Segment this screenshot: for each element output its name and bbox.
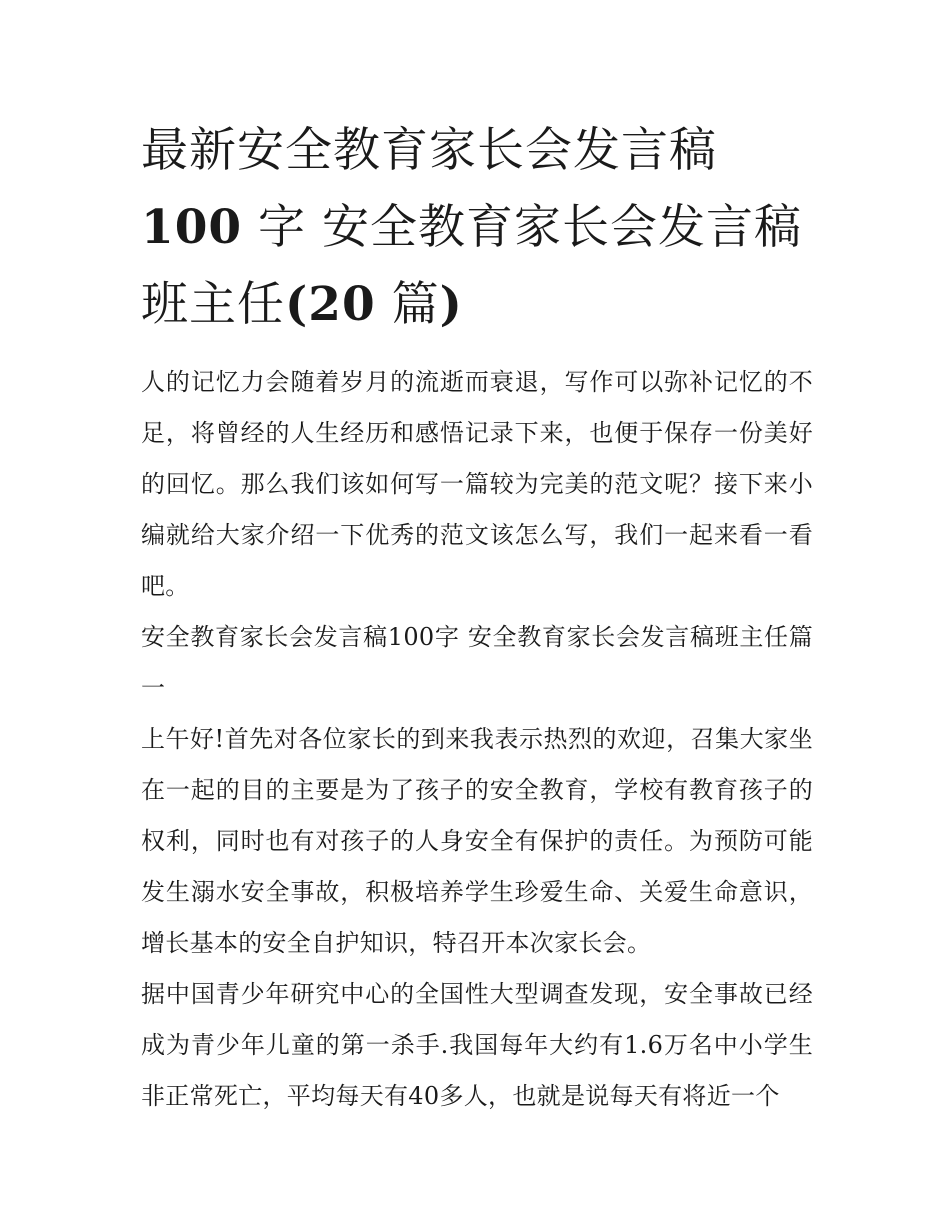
title-part: 字 安全教育家长会发言稿班主任 — [141, 200, 802, 332]
title-part: (20 — [285, 277, 376, 332]
document-title — [141, 112, 813, 343]
title-part: 篇 — [375, 277, 440, 332]
document-page — [141, 112, 813, 1122]
section-heading: 安全教育家长会发言稿100字 安全教育家长会发言稿班主任篇一 — [141, 623, 813, 702]
body-paragraph: 上午好!首先对各位家长的到来我表示热烈的欢迎，召集大家坐在一起的目的主要是为了孩子的安全教育，学校有教育孩子的权利，同时也有对孩子的人身安全有保护的责任。为预防可能发生溺水安全事故，积极培养学生珍爱生命、关爱生命意识，增长基本的安全自护知识，特召开本次家长会。 — [141, 725, 813, 957]
title-part: 100 — [141, 200, 243, 255]
title-part: ) — [439, 277, 463, 332]
intro-paragraph: 人的记忆力会随着岁月的流逝而衰退，写作可以弥补记忆的不足，将曾经的人生经历和感悟记录下来，也便于保存一份美好的回忆。那么我们该如何写一篇较为完美的范文呢？接下来小编就给大家介绍一下优秀的范文该怎么写，我们一起来看一看吧。 — [141, 368, 813, 600]
title-part: 最新安全教育家长会发言稿 — [141, 123, 717, 178]
body-paragraph: 据中国青少年研究中心的全国性大型调查发现，安全事故已经成为青少年儿童的第一杀手.我国每年大约有1.6万名中小学生非正常死亡，平均每天有40多人，也就是说每天有将近一个 — [141, 980, 813, 1110]
